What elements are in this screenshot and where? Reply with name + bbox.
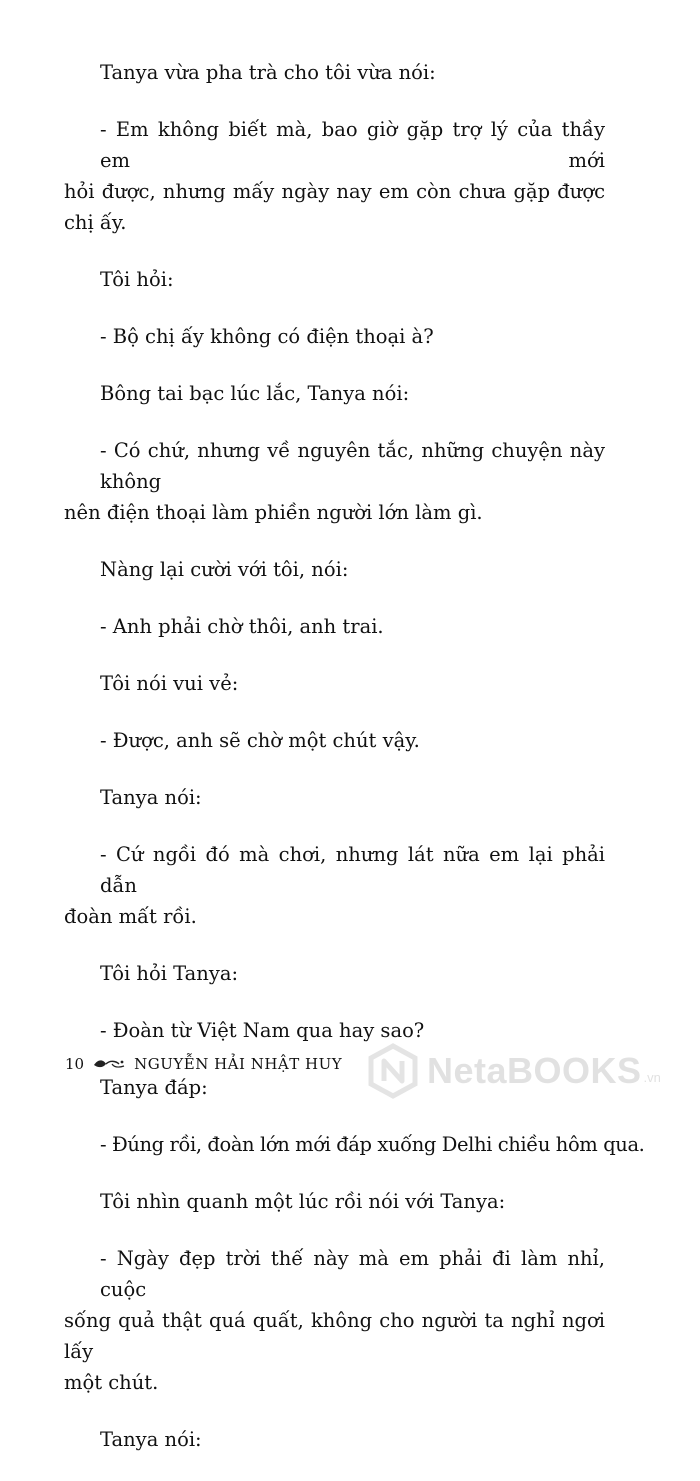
page-footer: [65, 1052, 342, 1076]
paragraph: [100, 668, 605, 699]
paragraph: [100, 611, 605, 642]
paragraph: [100, 57, 605, 88]
paragraph-line: Tanya nói:: [100, 1428, 202, 1451]
paragraph: [100, 1186, 605, 1217]
page-number: 10: [65, 1055, 85, 1073]
paragraph-line: một chút.: [64, 1371, 159, 1394]
paragraph: [100, 321, 605, 352]
paragraph: [64, 435, 605, 528]
netabooks-logo-icon: [365, 1043, 421, 1099]
paragraph-line: - Đoàn từ Việt Nam qua hay sao?: [100, 1019, 425, 1042]
paragraph: [100, 1129, 645, 1160]
paragraph-line: Nàng lại cười với tôi, nói:: [100, 558, 349, 581]
paragraph-line: Tanya vừa pha trà cho tôi vừa nói:: [100, 61, 436, 84]
paragraph: [100, 958, 605, 989]
paragraph-line: - Anh phải chờ thôi, anh trai.: [100, 615, 384, 638]
paragraph-line: đoàn mất rồi.: [64, 905, 197, 928]
paragraph: [100, 1424, 605, 1455]
paragraph: [64, 114, 605, 238]
paragraph-line: - Có chứ, nhưng về nguyên tắc, những chuyện này không: [100, 439, 605, 493]
paragraph: [64, 839, 605, 932]
paragraph-line: Tanya nói:: [100, 786, 202, 809]
paragraph-line: - Ngày đẹp trời thế này mà em phải đi làm nhỉ, cuộc: [100, 1247, 605, 1301]
paragraph-line: - Được, anh sẽ chờ một chút vậy.: [100, 729, 420, 752]
leaf-ornament-icon: [92, 1056, 126, 1072]
paragraph-line: hỏi được, nhưng mấy ngày nay em còn chưa gặp được chị ấy.: [64, 180, 605, 234]
paragraph-line: - Đúng rồi, đoàn lớn mới đáp xuống Delhi chiều hôm qua.: [100, 1133, 645, 1156]
paragraph: [64, 1243, 605, 1398]
watermark-brand: NetaBOOKS: [427, 1050, 642, 1091]
paragraph-line: - Em không biết mà, bao giờ gặp trợ lý của thầy em mới: [100, 118, 605, 172]
watermark: [365, 1041, 661, 1101]
paragraph-line: - Cứ ngồi đó mà chơi, nhưng lát nữa em lại phải dẫn: [100, 843, 605, 897]
paragraph-line: - Bộ chị ấy không có điện thoại à?: [100, 325, 434, 348]
paragraph: [100, 378, 605, 409]
paragraph-line: nên điện thoại làm phiền người lớn làm gì.: [64, 501, 483, 524]
paragraph-line: Tôi nhìn quanh một lúc rồi nói với Tanya:: [100, 1190, 506, 1213]
paragraph: [100, 782, 605, 813]
paragraph-line: Tanya đáp:: [100, 1076, 208, 1099]
watermark-suffix: .vn: [643, 1070, 661, 1085]
paragraph-line: Bông tai bạc lúc lắc, Tanya nói:: [100, 382, 410, 405]
paragraph: [100, 725, 605, 756]
paragraph: [100, 554, 605, 585]
paragraph-line: Tôi hỏi:: [100, 268, 174, 291]
paragraph-line: Tôi hỏi Tanya:: [100, 962, 239, 985]
paragraph: [100, 264, 605, 295]
author-name: NGUYỄN HẢI NHẬT HUY: [134, 1055, 343, 1073]
paragraph-line: sống quả thật quá quất, không cho người ta nghỉ ngơi lấy: [64, 1309, 605, 1363]
paragraph-line: Tôi nói vui vẻ:: [100, 672, 239, 695]
